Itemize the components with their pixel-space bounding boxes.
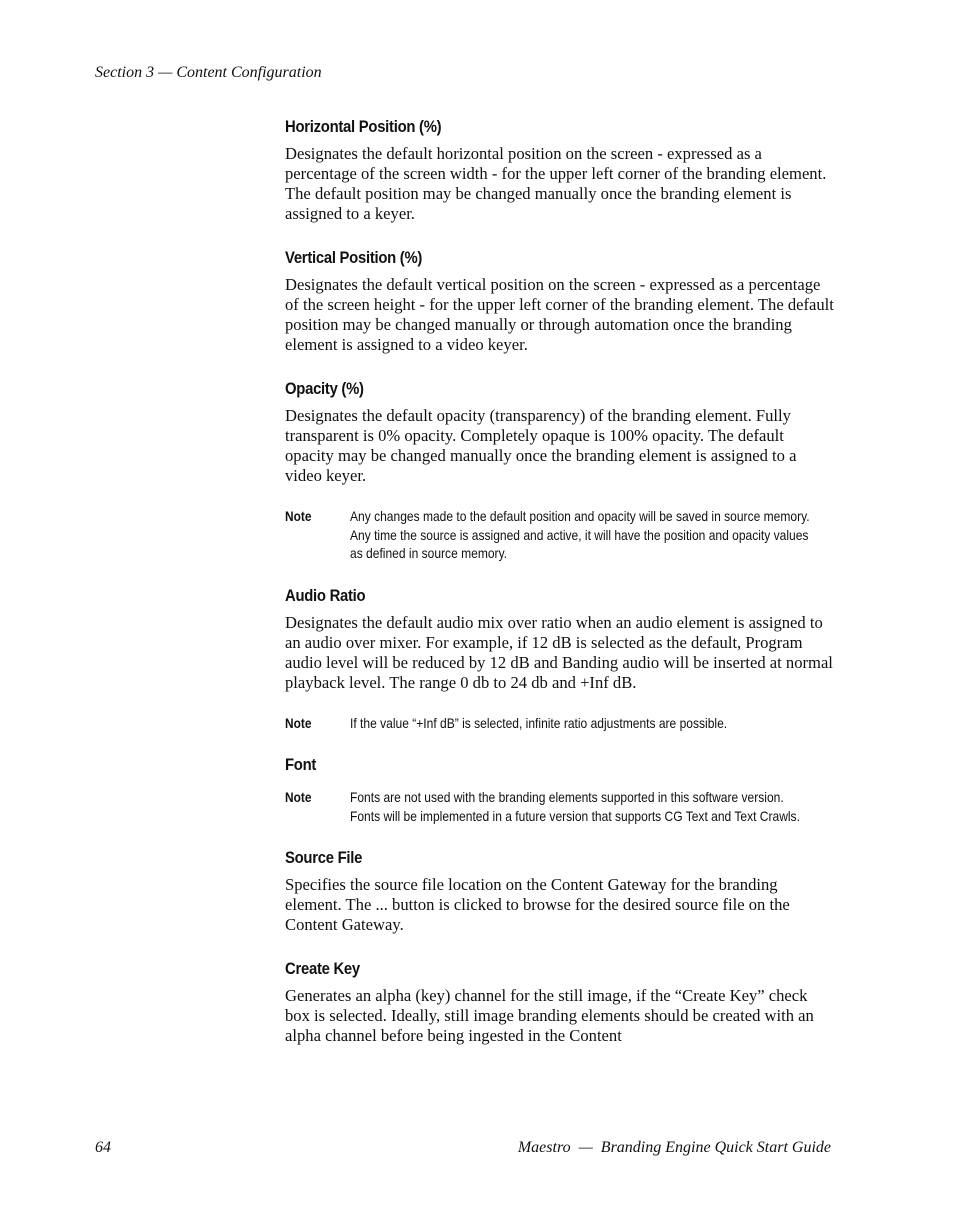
section-audio-ratio [285, 585, 835, 733]
section-paragraph: Designates the default horizontal position on the screen - expressed as a percentage of the screen width - for the upper left corner of the branding element. The default position may be changed manually once the branding element is assigned to a keyer. [285, 144, 827, 223]
section-vertical-position [285, 247, 835, 355]
section-heading: Horizontal Position (%) [285, 118, 442, 136]
section-paragraph: Specifies the source file location on the Content Gateway for the branding element. The ... button is clicked to browse for the desired source file on the Content Gateway. [285, 875, 790, 934]
section-opacity [285, 378, 835, 563]
running-header: Section 3 — Content Configuration [95, 64, 322, 81]
section-heading: Opacity (%) [285, 380, 364, 398]
page-content [285, 116, 835, 1069]
note-text: Fonts are not used with the branding elements supported in this software version. Fonts will be implemented in a future version that supports CG Text and Text Crawls. [350, 789, 800, 824]
section-heading: Vertical Position (%) [285, 249, 423, 267]
section-paragraph: Designates the default audio mix over ratio when an audio element is assigned to an audio over mixer. For example, if 12 dB is selected as the default, Program audio level will be reduced by 12 dB and Banding audio will be inserted at normal playback level. The range 0 db to 24 db and +Inf dB. [285, 612, 833, 692]
note-block [285, 788, 835, 825]
section-heading: Audio Ratio [285, 586, 366, 605]
note-label: Note [285, 789, 312, 805]
section-source-file [285, 847, 835, 935]
running-footer-title: Maestro — Branding Engine Quick Start Guide [517, 1139, 831, 1156]
note-block [285, 714, 835, 733]
section-create-key [285, 958, 835, 1046]
section-heading: Create Key [285, 960, 360, 978]
note-label: Note [285, 508, 312, 524]
section-paragraph: Generates an alpha (key) channel for the still image, if the “Create Key” check box is selected. Ideally, still image branding elements should be created with an alpha channel before being ingested in the Content [285, 986, 814, 1045]
note-text: If the value “+Inf dB” is selected, infinite ratio adjustments are possible. [350, 714, 728, 731]
section-heading: Source File [285, 849, 363, 867]
section-horizontal-position [285, 116, 835, 224]
page-number: 64 [95, 1139, 111, 1156]
section-font [285, 754, 835, 825]
section-paragraph: Designates the default opacity (transparency) of the branding element. Fully transparent is 0% opacity. Completely opaque is 100% opacity. The default opacity may be changed manually once the branding element is assigned to a video keyer. [285, 406, 797, 485]
section-heading: Font [285, 756, 317, 774]
note-block [285, 507, 835, 563]
note-text: Any changes made to the default position and opacity will be saved in source memory. Any time the source is assigned and active, it will have the position and opacity values as defined in source memory. [350, 508, 810, 561]
note-label: Note [285, 714, 312, 731]
section-paragraph: Designates the default vertical position on the screen - expressed as a percentage of the screen height - for the upper left corner of the branding element. The default position may be changed manually or through automation once the branding element is assigned to a video keyer. [285, 275, 834, 354]
